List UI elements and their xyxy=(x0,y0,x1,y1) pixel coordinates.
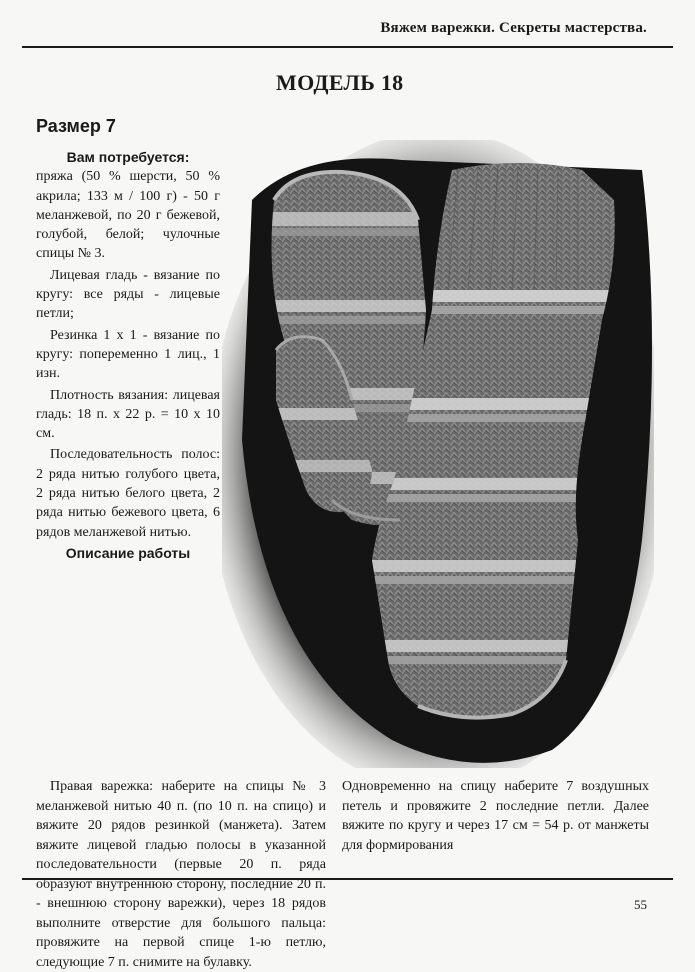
model-title: МОДЕЛЬ 18 xyxy=(276,70,404,95)
continued-text-column xyxy=(342,777,649,855)
stockinette-text: Лицевая гладь - вязание по кругу: все ряды - лицевые петли; xyxy=(36,267,220,322)
gauge-text: Плотность вязания: лицевая гладь: 18 п. х 22 р. = 10 х 10 см. xyxy=(36,387,220,442)
rib-text: Резинка 1 х 1 - вязание по кругу: попеременно 1 лиц., 1 изн. xyxy=(36,327,220,382)
work-text: Правая варежка: наберите на спицы № 3 меланжевой нитью 40 п. (по 10 п. на спицо) и вяжите 20 рядов резинкой (манжета). Затем вяжите лицевой гладью полосы в указанной последовательности (первые 20 п. ряда образуют внутреннюю сторону, последние 20 п. - внешнюю сторону варежки), через 18 рядов выполните отверстие для большого пальца: провяжите на первой спице 1-ю петлю, следующие 7 п. снимите на булавку. xyxy=(36,779,326,970)
continued-text: Одновременно на спицу наберите 7 воздушных петель и провяжите 2 последние петли. Далее вяжите по кругу и через 17 см = 54 р. от манжеты для формирования xyxy=(342,779,649,853)
yarn-text: пряжа (50 % шерсти, 50 % акрила; 133 м / 100 г) - 50 г меланжевой, по 20 г бежевой, голубой, белой; чулочные спицы № 3. xyxy=(36,169,220,262)
left-column xyxy=(36,148,220,563)
page-number: 55 xyxy=(634,897,647,912)
header-rule xyxy=(22,46,673,48)
stripes-text: Последовательность полос: 2 ряда нитью голубого цвета, 2 ряда нитью белого цвета, 2 ряда нитью бежевого цвета, 6 рядов меланжевой нитью. xyxy=(36,447,220,540)
work-text-column xyxy=(36,777,326,972)
footer-rule xyxy=(22,878,673,880)
work-heading: Описание работы xyxy=(65,544,191,561)
mittens-photo xyxy=(222,140,654,768)
materials-heading: Вам потребуется: xyxy=(66,149,190,165)
size-heading: Размер 7 xyxy=(36,116,116,136)
running-header: Вяжем варежки. Секреты мастерства. xyxy=(380,20,647,36)
